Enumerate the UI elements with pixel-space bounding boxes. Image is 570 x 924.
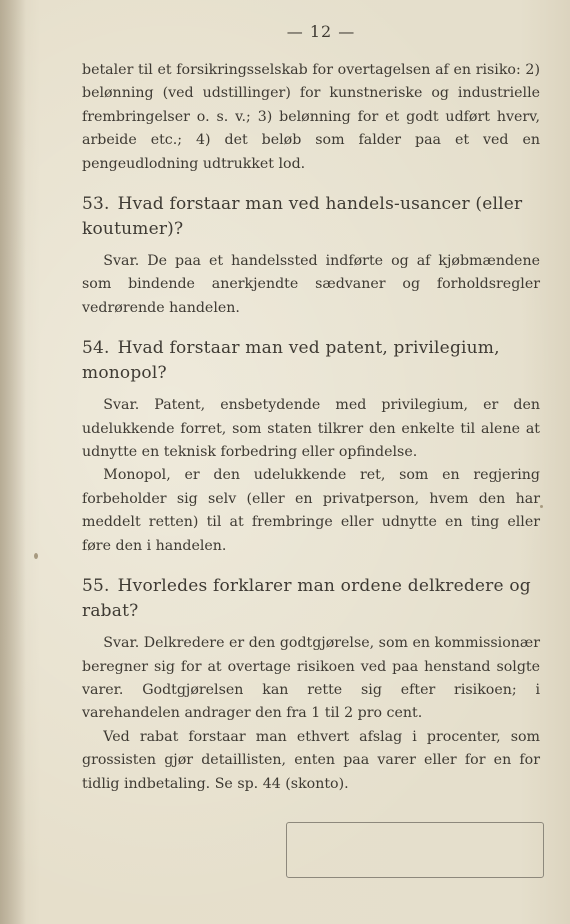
page-number: — 12 — xyxy=(286,22,356,41)
question-text: Hvorledes forklarer man ordene delkredere og rabat? xyxy=(82,576,531,622)
paper-stain xyxy=(540,505,543,508)
question-text: Hvad forstaar man ved handels-usancer (eller koutumer)? xyxy=(82,194,523,240)
answer-54-paragraph-patent: Svar. Patent, ensbetydende med privilegium, er den udelukkende forret, som staten tilkrer den enkelte til alene at udnytte en teknisk forbedring eller opfindelse. xyxy=(82,397,540,461)
page-content xyxy=(82,59,540,796)
question-text: Hvad forstaar man ved patent, privilegium, monopol? xyxy=(82,338,500,384)
pencil-note-box xyxy=(286,822,544,878)
answer-53-paragraph: Svar. De paa et handelssted indførte og af kjøbmændene som bindende anerkjendte sædvaner og forholdsregler vedrørende handelen. xyxy=(82,253,540,316)
question-54-heading xyxy=(82,336,540,386)
question-53-heading xyxy=(82,192,540,242)
question-number: 53. xyxy=(82,194,110,215)
answer-55-paragraph-rabat: Ved rabat forstaar man ethvert afslag i procenter, som grossisten gjør detaillisten, enten paa varer eller for en for tidlig indbetaling. Se sp. 44 (skonto). xyxy=(82,728,540,792)
answer-55-paragraph-delkredere: Svar. Delkredere er den godtgjørelse, som en kommissionær beregner sig for at overtage risikoen ved paa henstand solgte varer. Godtgjørelsen kan rette sig efter risikoen; i varehandelen andrager den fra 1 til 2 pro cent. xyxy=(82,635,540,722)
paper-stain xyxy=(34,553,38,559)
question-55-heading xyxy=(82,574,540,624)
question-number: 55. xyxy=(82,576,110,597)
binding-shadow xyxy=(0,0,26,924)
question-number: 54. xyxy=(82,338,110,359)
paragraph-continuation: betaler til et forsikringsselskab for overtagelsen af en risiko: 2) belønning (ved udstillinger) for kunstneriske og industrielle frembringelser o. s. v.; 3) belønning for et godt udført hverv, arbeide etc.; 4) det beløb som falder paa et ved en pengeudlodning udtrukket lod. xyxy=(82,62,540,172)
answer-54-paragraph-monopol: Monopol, er den udelukkende ret, som en regjering forbeholder sig selv (eller en privatperson, hvem den har meddelt retten) til at frembringe eller udnytte en ting eller føre den i handelen. xyxy=(82,467,540,554)
